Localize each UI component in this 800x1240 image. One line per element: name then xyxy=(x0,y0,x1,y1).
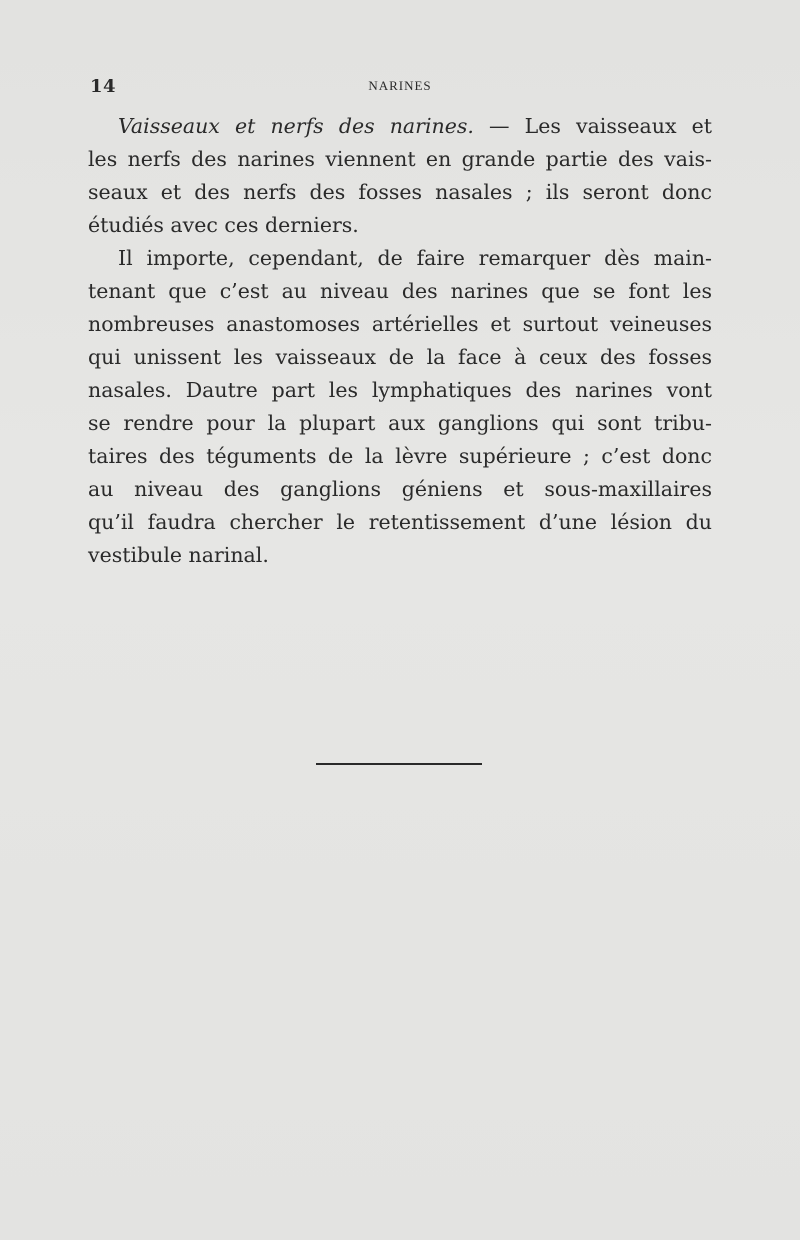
running-title: NARINES xyxy=(368,78,432,93)
page-number: 14 xyxy=(90,76,117,97)
paragraph-2-line-10: vestibule narinal. xyxy=(88,543,269,567)
paragraph-2-line-1: Il importe, cependant, de faire remarquer dès main- xyxy=(118,246,712,270)
paragraph-1-line-1-rest: — Les vaisseaux et xyxy=(473,114,712,138)
section-end-rule xyxy=(316,763,482,765)
paragraph-2-line-2: tenant que c’est au niveau des narines que se font les xyxy=(88,279,712,303)
paragraph-2-line-7: taires des téguments de la lèvre supérieure ; c’est donc xyxy=(88,444,712,468)
paragraph-1-line-2: les nerfs des narines viennent en grande partie des vais- xyxy=(88,147,712,171)
paragraph-1-line-3: seaux et des nerfs des fosses nasales ; ils seront donc xyxy=(88,180,712,204)
paragraph-2-line-9: qu’il faudra chercher le retentissement d’une lésion du xyxy=(88,510,712,534)
paragraph-1-line-4: étudiés avec ces derniers. xyxy=(88,213,359,237)
paragraph-2-line-8: au niveau des ganglions géniens et sous-maxillaires xyxy=(88,477,712,501)
paragraph-2-line-3: nombreuses anastomoses artérielles et surtout veineuses xyxy=(88,312,712,336)
paragraph-2-line-4: qui unissent les vaisseaux de la face à ceux des fosses xyxy=(88,345,712,369)
paragraph-1-line-1 xyxy=(88,110,712,143)
paragraph-2-line-5: nasales. Dautre part les lymphatiques des narines vont xyxy=(88,378,712,402)
paragraph-2-line-6: se rendre pour la plupart aux ganglions qui sont tribu- xyxy=(88,411,712,435)
section-heading: Vaisseaux et nerfs des narines. xyxy=(118,114,474,138)
body-text xyxy=(88,110,712,572)
